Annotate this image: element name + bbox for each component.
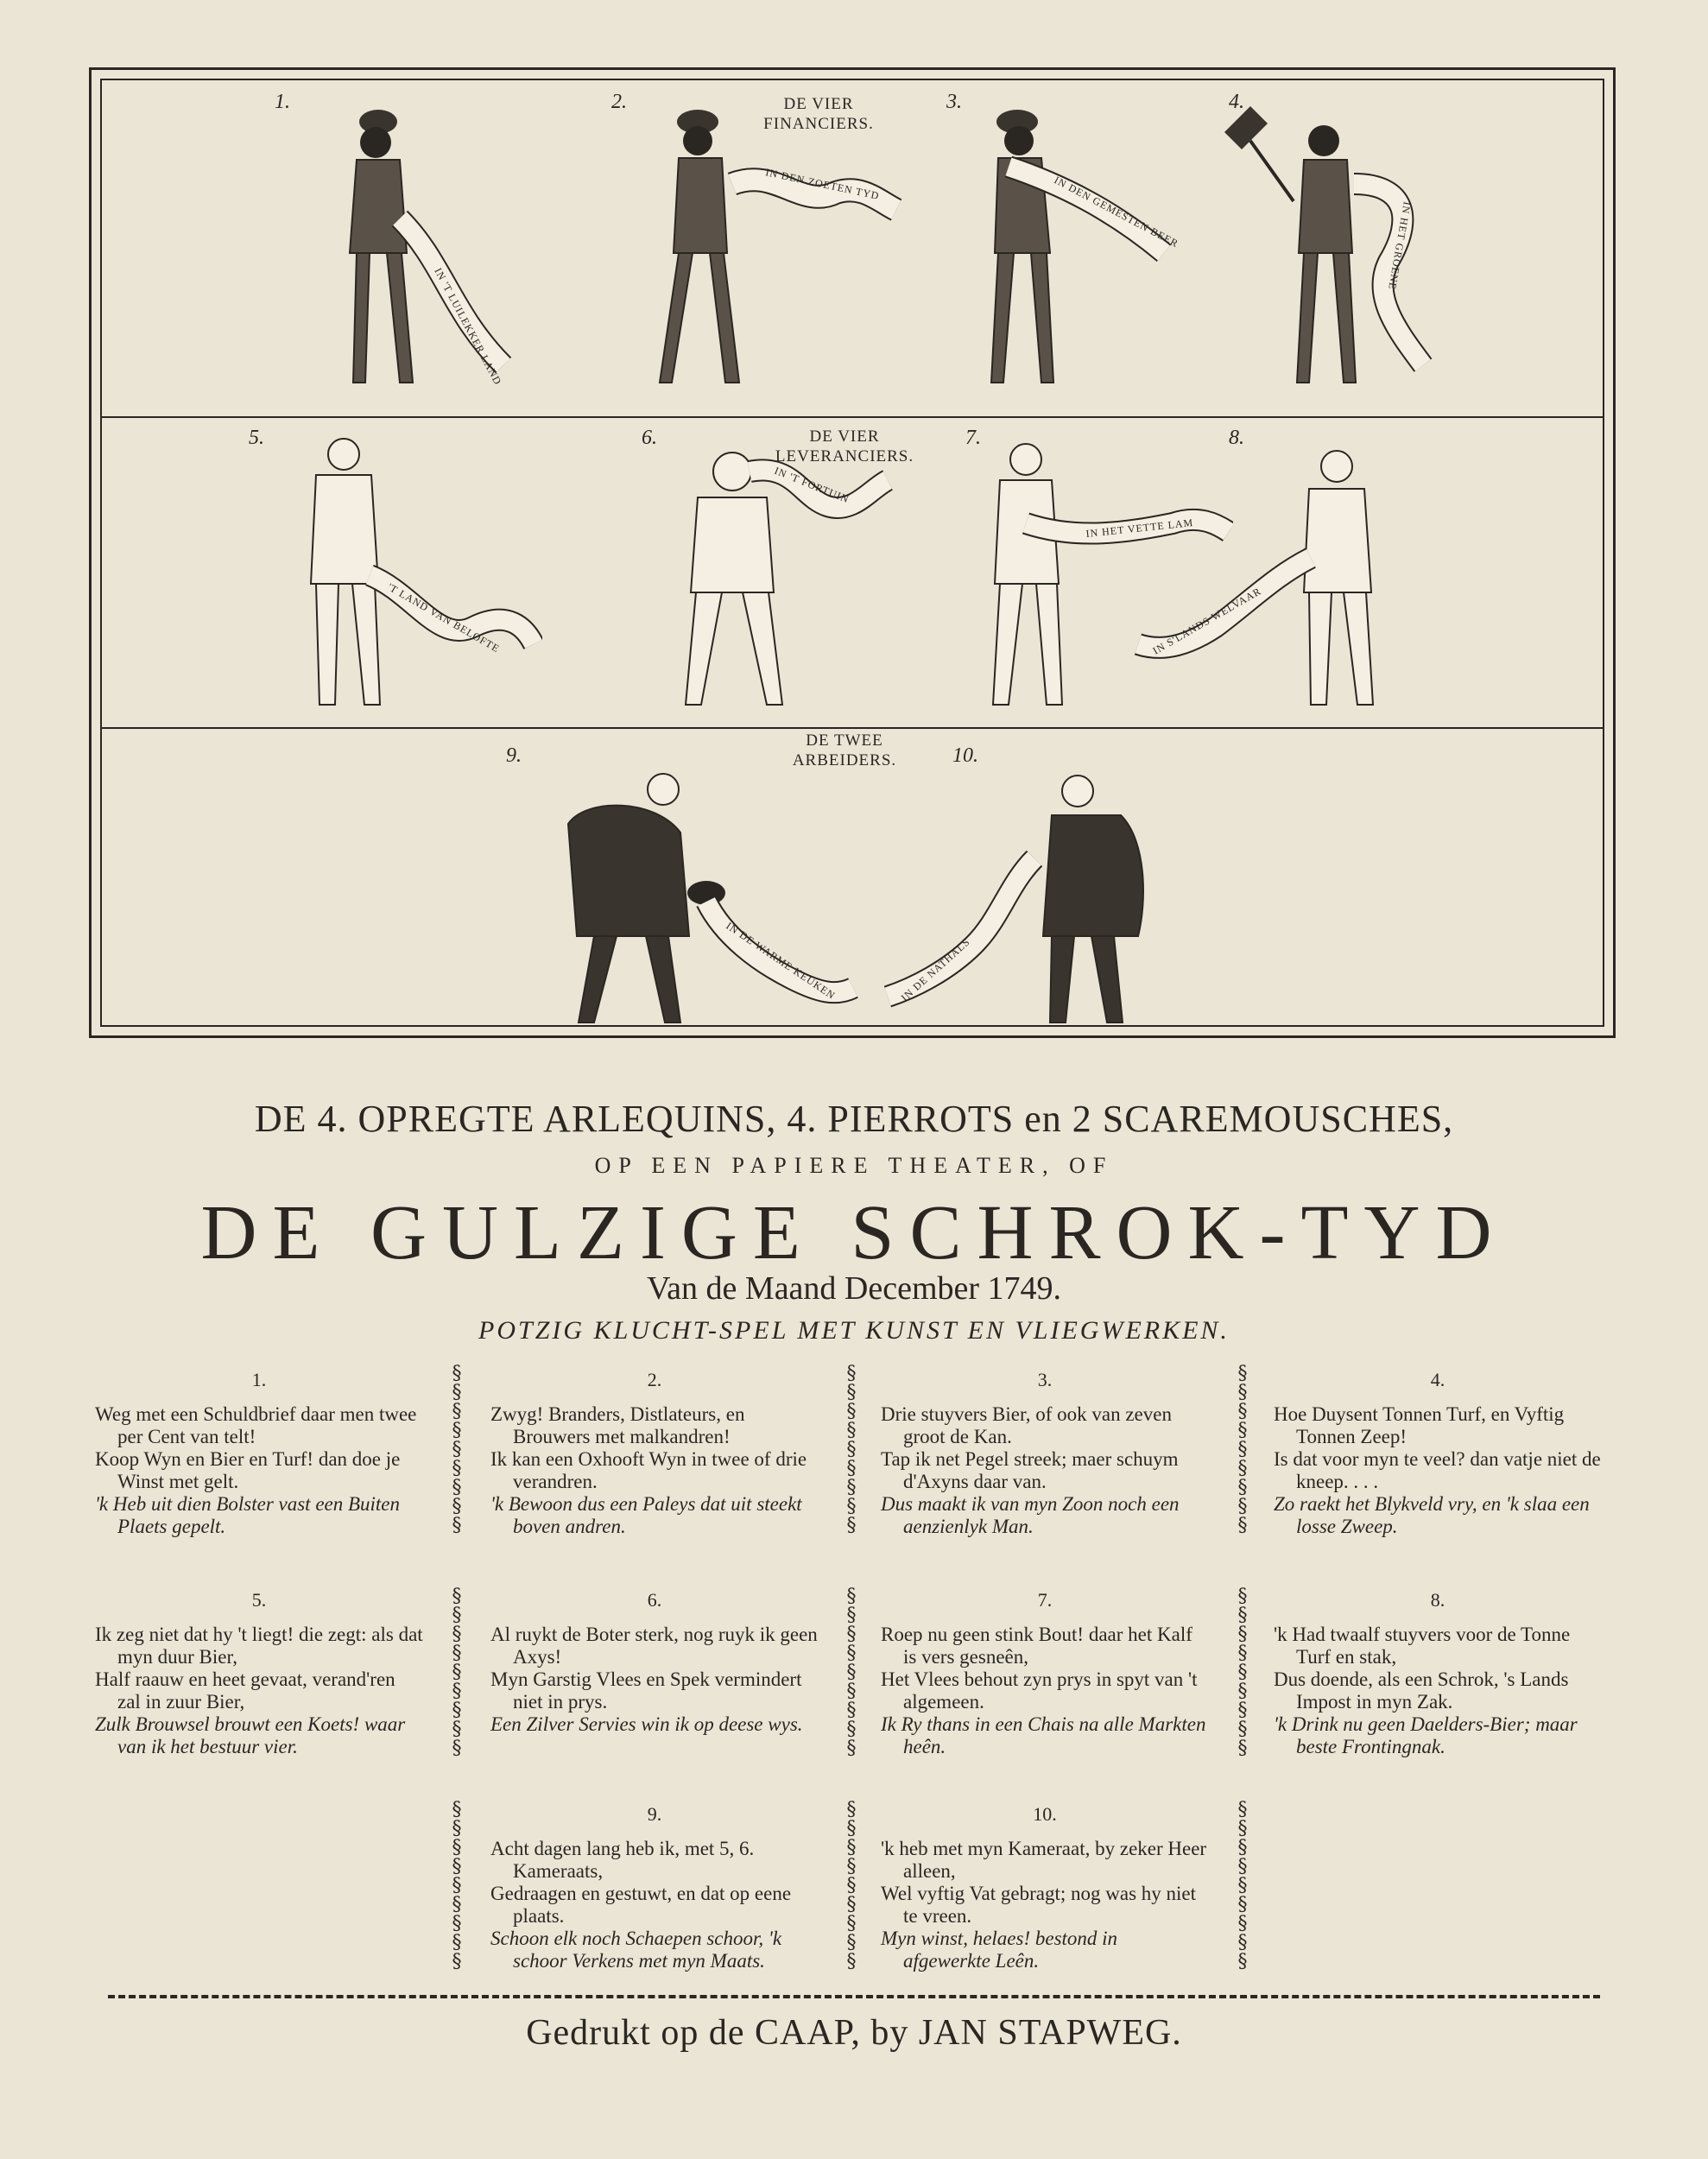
verse-9 xyxy=(490,1803,819,1972)
verse-number: 8. xyxy=(1430,1589,1445,1611)
verse-number: 5. xyxy=(251,1589,267,1611)
verse-number: 7. xyxy=(1037,1589,1053,1611)
verse-line: Wel vyftig Vat gebragt; nog was hy niet te vreen. xyxy=(881,1883,1197,1927)
figure-number: 1. xyxy=(275,91,290,113)
banner-label: IN DE NATHALS xyxy=(898,935,973,1004)
verse-2 xyxy=(490,1369,819,1538)
verse-line: Roep nu geen stink Bout! daar het Kalf is vers gesneên, xyxy=(881,1624,1192,1668)
verse-italic-line: Schoon elk noch Schaepen schoor, 'k schoor Verkens met myn Maats. xyxy=(490,1928,782,1972)
ornament-divider: § § § § § § § § § xyxy=(846,1586,857,1759)
main-title-line-3: DE GULZIGE SCHROK-TYD xyxy=(200,1190,1508,1276)
verse-4 xyxy=(1274,1369,1602,1538)
row-title-financiers: DE VIER FINANCIERS. xyxy=(763,95,874,133)
verse-line: Drie stuyvers Bier, of ook van zeven groot de Kan. xyxy=(881,1403,1172,1447)
figure-number: 10. xyxy=(952,744,978,767)
banner-label: IN DEN ZOETEN TYD xyxy=(764,166,881,202)
verse-number: 6. xyxy=(647,1589,662,1611)
banner-label: IN 'T FORTUIN xyxy=(772,464,851,506)
verse-number: 3. xyxy=(1037,1369,1053,1390)
verse-line: Acht dagen lang heb ik, met 5, 6. Kameraats, xyxy=(490,1838,755,1882)
verse-line: Tap ik net Pegel streek; maer schuym d'Axyns daar van. xyxy=(881,1448,1179,1492)
figure-number: 9. xyxy=(506,744,522,767)
verse-italic-line: 'k Bewoon dus een Paleys dat uit steekt boven andren. xyxy=(490,1493,802,1537)
verse-line: Gedraagen en gestuwt, en dat op eene plaats. xyxy=(490,1883,792,1927)
figure-number: 6. xyxy=(642,427,657,449)
verse-italic-line: Zo raekt het Blykveld vry, en 'k slaa een losse Zweep. xyxy=(1274,1493,1590,1537)
ornament-divider: § § § § § § § § § xyxy=(452,1363,462,1536)
verse-line: 'k Had twaalf stuyvers voor de Tonne Turf en stak, xyxy=(1274,1624,1571,1668)
verse-italic-line: Dus maakt ik van myn Zoon noch een aenzienlyk Man. xyxy=(881,1493,1180,1537)
main-title-line-5: POTZIG KLUCHT-SPEL MET KUNST EN VLIEGWERKEN. xyxy=(478,1316,1230,1345)
verse-number: 10. xyxy=(1033,1803,1057,1825)
plate-inner-frame xyxy=(100,79,1604,1027)
figure-number: 4. xyxy=(1229,91,1244,113)
verse-line: Al ruykt de Boter sterk, nog ruyk ik geen Axys! xyxy=(490,1624,818,1668)
harlequin-figure-1 xyxy=(296,89,538,408)
verse-line: Zwyg! Branders, Distlateurs, en Brouwers met malkandren! xyxy=(490,1403,745,1447)
verse-italic-line: 'k Drink nu geen Daelders-Bier; maar beste Frontingnak. xyxy=(1274,1713,1578,1757)
verse-number: 4. xyxy=(1430,1369,1445,1390)
footer-rule xyxy=(108,1995,1600,1998)
figure-number: 7. xyxy=(965,427,981,449)
pierrot-figure-8 xyxy=(1121,428,1414,722)
ornament-divider: § § § § § § § § § xyxy=(846,1363,857,1536)
verse-italic-line: 'k Heb uit dien Bolster vast een Buiten Plaets gepelt. xyxy=(95,1493,401,1537)
pierrot-figure-6 xyxy=(629,428,905,722)
figure-number: 8. xyxy=(1229,427,1244,449)
banner-label: IN DEN GEMESTEN BEER xyxy=(1052,174,1181,250)
figure-number: 5. xyxy=(249,427,264,449)
verse-italic-line: Zulk Brouwsel brouwt een Koets! waar van ik het bestuur vier. xyxy=(95,1713,406,1757)
harlequin-figure-2 xyxy=(620,89,914,408)
banner-label: IN HET VETTE LAM xyxy=(1085,516,1194,540)
figure-number: 3. xyxy=(946,91,962,113)
verse-italic-line: Een Zilver Servies win ik op deese wys. xyxy=(490,1713,803,1735)
banner-label: IN HET GROENE xyxy=(1386,200,1414,291)
verse-8 xyxy=(1274,1589,1602,1758)
verse-line: Dus doende, als een Schrok, 's Lands Impost in myn Zak. xyxy=(1274,1668,1569,1713)
verse-1 xyxy=(95,1369,423,1538)
verse-italic-line: Ik Ry thans in een Chais na alle Markten heên. xyxy=(881,1713,1206,1757)
verse-line: Hoe Duysent Tonnen Turf, en Vyftig Tonnen Zeep! xyxy=(1274,1403,1565,1447)
engraving-plate xyxy=(89,67,1616,1038)
scaramouche-figure-9 xyxy=(534,763,896,1040)
banner-label: IN 'T LUILEKKER LAND xyxy=(432,265,504,388)
verse-5 xyxy=(95,1589,423,1758)
banner-label: IN DE WARME KEUKEN xyxy=(724,919,838,1003)
verse-line: Is dat voor myn te veel? dan vatje niet de kneep. . . . xyxy=(1274,1448,1601,1492)
figure-number: 2. xyxy=(611,91,627,113)
verse-number: 9. xyxy=(647,1803,662,1825)
main-title-line-1: DE 4. OPREGTE ARLEQUINS, 4. PIERROTS en 2 SCAREMOUSCHES, xyxy=(254,1098,1454,1140)
verse-line: 'k heb met myn Kameraat, by zeker Heer alleen, xyxy=(881,1838,1207,1882)
verse-7 xyxy=(881,1589,1209,1758)
ornament-divider: § § § § § § § § § xyxy=(1237,1586,1248,1759)
ornament-divider: § § § § § § § § § xyxy=(846,1799,857,1972)
verse-line: Ik kan een Oxhooft Wyn in twee of drie verandren. xyxy=(490,1448,807,1492)
row-title-arbeiders: DE TWEE ARBEIDERS. xyxy=(792,731,897,769)
verse-3 xyxy=(881,1369,1209,1538)
banner-label: IN S'LANDS WELVAAR xyxy=(1150,585,1264,657)
verse-number: 1. xyxy=(251,1369,267,1390)
row-title-leveranciers: DE VIER LEVERANCIERS. xyxy=(775,427,914,465)
main-title-line-4: Van de Maand December 1749. xyxy=(646,1270,1062,1307)
verse-line: Ik zeg niet dat hy 't liegt! die zegt: als dat myn duur Bier, xyxy=(95,1624,423,1668)
harlequin-figure-4 xyxy=(1190,89,1449,408)
verse-number: 2. xyxy=(647,1369,662,1390)
row-financiers xyxy=(102,80,1603,418)
printer-imprint: Gedrukt op de CAAP, by JAN STAPWEG. xyxy=(526,2013,1182,2053)
verse-line: Weg met een Schuldbrief daar men twee per Cent van telt! xyxy=(95,1403,417,1447)
ornament-divider: § § § § § § § § § xyxy=(1237,1799,1248,1972)
harlequin-figure-3 xyxy=(957,89,1199,408)
verse-line: Koop Wyn en Bier en Turf! dan doe je Winst met gelt. xyxy=(95,1448,401,1492)
row-leveranciers xyxy=(102,418,1603,729)
banner-label: 'T LAND VAN BELOFTE xyxy=(385,580,503,655)
verse-line: Myn Garstig Vlees en Spek vermindert niet in prys. xyxy=(490,1668,802,1713)
verse-line: Half raauw en heet gevaat, verand'ren zal in zuur Bier, xyxy=(95,1668,395,1713)
ornament-divider: § § § § § § § § § xyxy=(1237,1363,1248,1536)
verse-6 xyxy=(490,1589,819,1736)
row-arbeiders xyxy=(102,729,1603,1025)
pierrot-figure-5 xyxy=(266,428,542,722)
scaramouche-figure-10 xyxy=(879,763,1190,1040)
main-title-line-2: OP EEN PAPIERE THEATER, OF xyxy=(594,1153,1114,1178)
ornament-divider: § § § § § § § § § xyxy=(452,1799,462,1972)
verse-10 xyxy=(881,1803,1209,1972)
ornament-divider: § § § § § § § § § xyxy=(452,1586,462,1759)
verse-line: Het Vlees behout zyn prys in spyt van 't algemeen. xyxy=(881,1668,1198,1713)
verse-italic-line: Myn winst, helaes! bestond in afgewerkte Leên. xyxy=(881,1928,1118,1972)
